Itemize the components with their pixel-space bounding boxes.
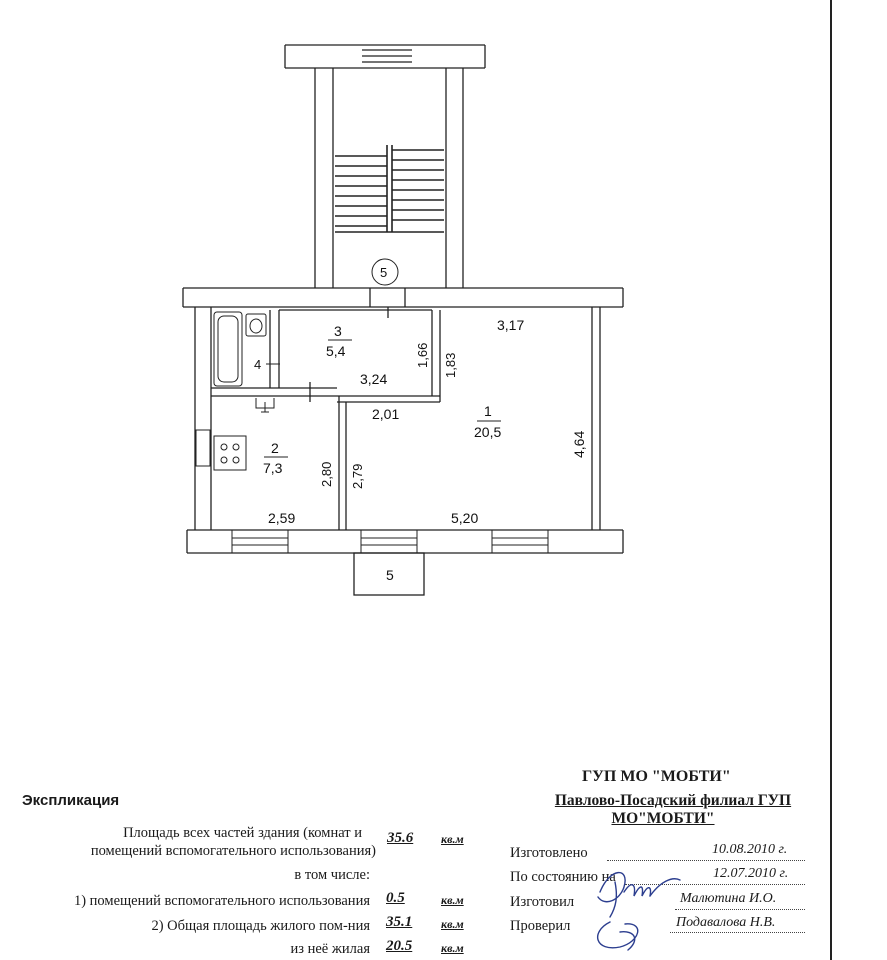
staircase-steps: [335, 145, 444, 232]
room-3-area: 5,4: [326, 343, 346, 359]
stair-number-top: 5: [380, 265, 388, 280]
bathtub: [214, 312, 242, 386]
dim-1-83: 1,83: [443, 352, 458, 378]
explication-row-including: в том числе:: [294, 867, 370, 883]
explication-living-unit: кв.м: [441, 941, 464, 955]
explication-row-total-line2: помещений вспомогательного использования): [90, 843, 376, 859]
explication-row-living-total: 2) Общая площадь жилого пом-ния: [151, 918, 370, 934]
stair-number-bottom: 5: [386, 567, 394, 583]
room-4-number: 4: [254, 357, 262, 372]
explication-total-value: 35.6: [387, 830, 414, 846]
info-made-by-label: Изготовил: [510, 894, 575, 910]
dim-3-24: 3,24: [360, 371, 388, 387]
room-3-number: 3: [334, 323, 342, 339]
explication-title: Экспликация: [22, 792, 120, 809]
dim-2-01: 2,01: [372, 406, 400, 422]
dim-2-79: 2,79: [350, 463, 365, 489]
organization-branch-line2: МО"МОБТИ": [611, 810, 715, 827]
dim-1-66: 1,66: [415, 342, 430, 368]
dim-2-59: 2,59: [268, 510, 296, 526]
info-made-line: [607, 860, 805, 861]
room-2-area: 7,3: [263, 460, 283, 476]
bottom-windows: [232, 530, 548, 553]
dim-4-64: 4,64: [571, 430, 587, 458]
kitchen-stove: [214, 436, 246, 470]
room-1-area: 20,5: [474, 424, 502, 440]
explication-total-unit: кв.м: [441, 832, 464, 846]
info-checked-line: [670, 932, 805, 933]
apartment-bottom-wall: [187, 530, 623, 553]
explication-row-living: из неё жилая: [290, 941, 370, 957]
info-made-label: Изготовлено: [510, 845, 588, 861]
info-made-by-line: [675, 909, 805, 910]
explication-living-value: 20.5: [386, 938, 413, 954]
explication-living-total-value: 35.1: [386, 914, 413, 930]
info-checked-value: Подавалова Н.В.: [676, 915, 776, 930]
info-made-by-value: Малютина И.О.: [680, 891, 777, 906]
explication-living-total-unit: кв.м: [441, 917, 464, 931]
room-2-number: 2: [271, 440, 279, 456]
dim-5-20: 5,20: [451, 510, 479, 526]
handwritten-signature: [580, 862, 690, 957]
apartment-left-wall: [195, 307, 211, 530]
bathroom-sink: [246, 314, 266, 336]
info-checked-label: Проверил: [510, 918, 571, 934]
dim-2-80: 2,80: [319, 461, 334, 487]
info-state-value: 12.07.2010 г.: [713, 866, 789, 881]
kitchen-sink: [256, 398, 274, 412]
dim-3-17: 3,17: [497, 317, 525, 333]
organization-name: ГУП МО "МОБТИ": [582, 768, 731, 785]
apartment-right-wall: [592, 307, 600, 530]
explication-auxiliary-unit: кв.м: [441, 893, 464, 907]
explication-row-auxiliary: 1) помещений вспомогательного использования: [73, 893, 370, 909]
organization-branch-line1: Павлово-Посадский филиал ГУП: [554, 792, 792, 809]
stair-top-wall: [285, 45, 485, 68]
room-1-number: 1: [484, 403, 492, 419]
explication-row-total-line1: Площадь всех частей здания (комнат и: [123, 825, 362, 841]
stairwell-walls: [315, 68, 463, 288]
explication-auxiliary-value: 0.5: [386, 890, 405, 906]
info-state-label: По состоянию на: [510, 869, 616, 885]
info-made-value: 10.08.2010 г.: [712, 842, 788, 857]
